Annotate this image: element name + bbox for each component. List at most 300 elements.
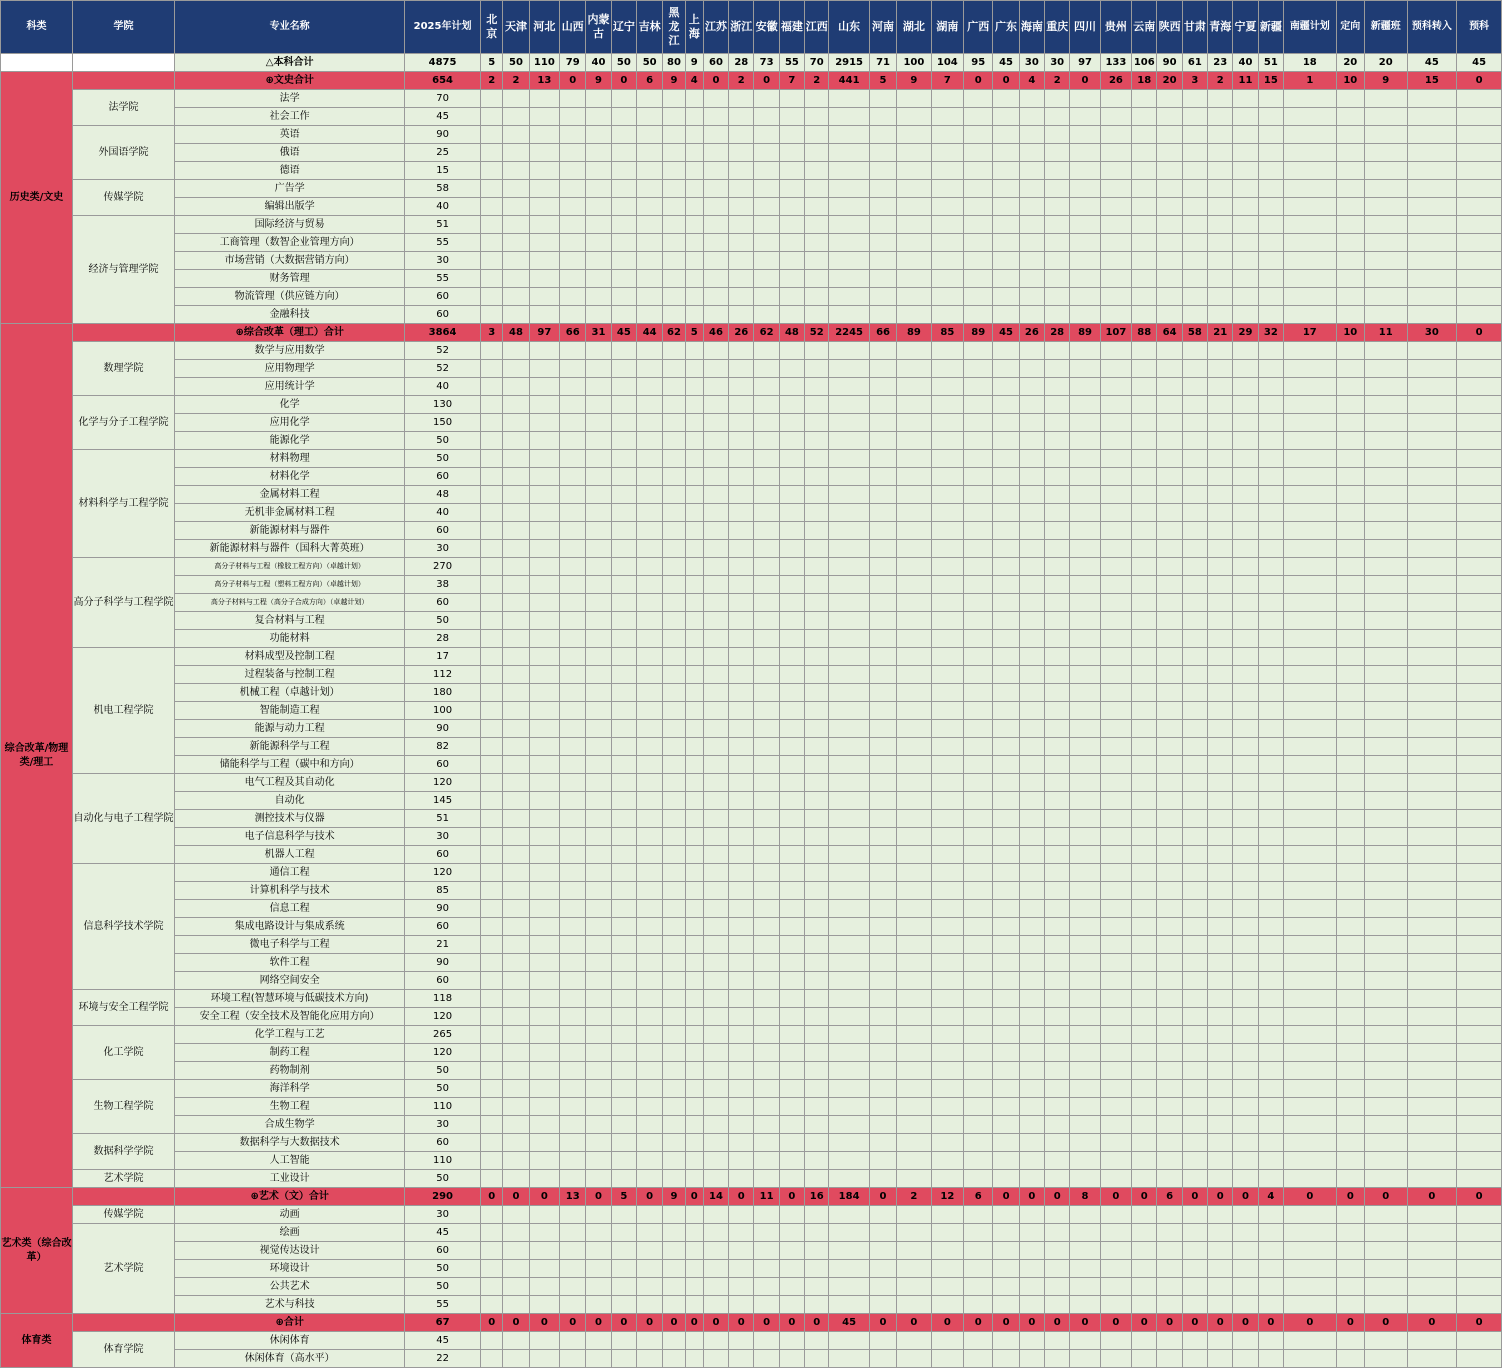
table-cell [1258,702,1283,720]
table-cell [897,1026,931,1044]
table-cell [503,1242,529,1260]
table-cell [1208,648,1233,666]
table-cell [779,1332,804,1350]
table-cell [1157,1242,1182,1260]
table-cell [779,486,804,504]
table-cell [1045,1170,1070,1188]
table-cell [1283,630,1336,648]
table-cell [931,288,963,306]
table-cell [1100,360,1131,378]
table-cell [897,216,931,234]
table-cell [1100,756,1131,774]
table-cell [869,612,896,630]
table-cell [964,630,993,648]
table-cell [1100,252,1131,270]
table-cell [1457,270,1502,288]
table-cell [636,162,662,180]
table-cell [1070,972,1100,990]
table-cell [754,342,779,360]
table-cell [1364,864,1407,882]
table-cell [1258,414,1283,432]
table-cell [931,864,963,882]
table-cell [993,1008,1019,1026]
table-cell [685,1242,703,1260]
table-cell [1070,1152,1100,1170]
table-cell [1457,432,1502,450]
table-cell [1157,486,1182,504]
table-cell [663,810,685,828]
table-cell [560,1026,586,1044]
major-name: 金融科技 [175,306,405,324]
table-cell [611,1224,636,1242]
table-cell [1100,90,1131,108]
table-cell [869,720,896,738]
table-cell [931,1296,963,1314]
table-cell [729,144,754,162]
table-cell [964,1170,993,1188]
table-cell [1070,954,1100,972]
table-cell [529,450,559,468]
table-cell [754,288,779,306]
table-cell [685,270,703,288]
table-cell [897,486,931,504]
table-cell [805,1350,829,1368]
table-cell [1364,468,1407,486]
table-cell [1364,1080,1407,1098]
table-cell [1407,936,1457,954]
table-cell [829,108,870,126]
header-cell: 天津 [503,1,529,54]
table-cell [729,378,754,396]
table-cell [729,972,754,990]
table-cell [586,702,611,720]
table-cell [503,810,529,828]
table-cell [779,1260,804,1278]
table-cell [829,1296,870,1314]
table-cell [897,1116,931,1134]
table-cell [663,396,685,414]
table-cell [636,90,662,108]
table-cell [1364,126,1407,144]
table-cell [1233,666,1258,684]
table-cell [1233,882,1258,900]
table-cell [1407,540,1457,558]
table-cell [611,1278,636,1296]
table-cell [1157,1260,1182,1278]
major-name: 应用化学 [175,414,405,432]
college-cell: 外国语学院 [72,126,174,180]
table-cell [779,216,804,234]
table-cell [685,936,703,954]
table-cell [869,522,896,540]
table-cell [636,612,662,630]
table-cell [685,900,703,918]
table-cell [805,1296,829,1314]
table-cell [754,576,779,594]
table-cell [1283,1242,1336,1260]
table-cell [685,774,703,792]
table-cell [636,180,662,198]
summary-cell: 48 [503,324,529,342]
table-cell [685,468,703,486]
table-cell [560,936,586,954]
summary-cell: 0 [503,1314,529,1332]
table-cell [1208,882,1233,900]
table-cell [685,360,703,378]
table-cell [1283,702,1336,720]
major-name: 金属材料工程 [175,486,405,504]
table-cell [1045,774,1070,792]
table-cell [897,1296,931,1314]
table-cell [586,396,611,414]
table-cell [1457,1206,1502,1224]
table-cell [754,252,779,270]
table-cell [1233,990,1258,1008]
table-cell [586,1242,611,1260]
header-cell: 新疆班 [1364,1,1407,54]
table-cell [1258,972,1283,990]
table-cell [611,612,636,630]
college-cell: 化学与分子工程学院 [72,396,174,450]
table-cell [993,540,1019,558]
table-cell [931,126,963,144]
table-cell [1407,684,1457,702]
table-cell [779,972,804,990]
table-cell [1019,774,1044,792]
table-cell [636,1260,662,1278]
table-cell [1132,774,1157,792]
table-cell [1208,1044,1233,1062]
table-cell [1100,882,1131,900]
table-cell [964,702,993,720]
major-name: 网络空间安全 [175,972,405,990]
table-cell [1070,918,1100,936]
table-cell [729,936,754,954]
table-cell [1182,864,1207,882]
table-cell [1457,504,1502,522]
table-cell [1132,828,1157,846]
table-cell [529,1332,559,1350]
table-cell [1157,738,1182,756]
table-cell [993,270,1019,288]
table-cell [703,270,728,288]
table-cell [993,576,1019,594]
major-name: 财务管理 [175,270,405,288]
table-cell [611,90,636,108]
summary-cell: 30 [1407,324,1457,342]
table-cell [529,738,559,756]
table-cell [729,1008,754,1026]
table-cell [560,1134,586,1152]
blank-cell [72,324,174,342]
table-cell [685,486,703,504]
table-cell [1019,432,1044,450]
table-cell [636,1116,662,1134]
table-cell [560,558,586,576]
table-cell [869,414,896,432]
table-cell [779,864,804,882]
table-cell [1045,1224,1070,1242]
table-cell [931,180,963,198]
summary-cell: 290 [405,1188,481,1206]
table-cell [1019,1170,1044,1188]
table-cell [897,612,931,630]
table-cell [481,306,503,324]
table-cell [754,90,779,108]
table-cell [829,198,870,216]
table-cell [663,1080,685,1098]
table-row [1,864,1502,882]
table-cell [586,738,611,756]
table-cell [1019,828,1044,846]
table-cell [1336,288,1364,306]
table-cell [1157,558,1182,576]
table-cell [964,612,993,630]
table-cell [529,882,559,900]
table-cell [663,612,685,630]
table-cell [1283,1026,1336,1044]
summary-cell: 6 [636,72,662,90]
table-cell [829,522,870,540]
table-cell [1070,1224,1100,1242]
table-cell [611,288,636,306]
major-name: 环境工程(智慧环境与低碳技术方向) [175,990,405,1008]
table-cell [993,180,1019,198]
table-cell [1070,252,1100,270]
table-cell [729,612,754,630]
table-cell [729,162,754,180]
table-cell [829,828,870,846]
header-cell: 云南 [1132,1,1157,54]
table-cell [1132,1332,1157,1350]
table-cell [897,1044,931,1062]
table-cell [1364,108,1407,126]
table-cell [611,648,636,666]
table-cell [1019,720,1044,738]
table-cell [663,1008,685,1026]
table-cell [1407,342,1457,360]
table-cell [729,1170,754,1188]
table-cell [964,180,993,198]
major-name: 集成电路设计与集成系统 [175,918,405,936]
table-cell [1233,1170,1258,1188]
table-cell [529,216,559,234]
table-cell [636,648,662,666]
table-cell [1457,1134,1502,1152]
table-cell [964,144,993,162]
table-cell [993,288,1019,306]
table-cell [636,1026,662,1044]
table-cell [1336,414,1364,432]
table-cell [829,648,870,666]
table-cell [1336,90,1364,108]
table-cell [703,522,728,540]
table-cell [931,972,963,990]
table-cell [1208,612,1233,630]
table-cell [964,882,993,900]
table-cell [685,144,703,162]
table-cell [663,738,685,756]
table-cell [964,846,993,864]
table-cell [1019,90,1044,108]
table-cell [703,486,728,504]
table-cell [1070,792,1100,810]
table-cell [560,900,586,918]
table-cell [1208,1152,1233,1170]
table-cell [1019,738,1044,756]
table-cell [931,396,963,414]
table-cell [1258,198,1283,216]
table-cell [805,1080,829,1098]
table-cell [1132,702,1157,720]
summary-cell: ⊕艺术（文）合计 [175,1188,405,1206]
table-cell [897,576,931,594]
table-cell [931,882,963,900]
table-cell [560,1296,586,1314]
table-cell [964,864,993,882]
table-cell [1182,612,1207,630]
table-cell [1070,540,1100,558]
table-cell [611,252,636,270]
table-cell [779,684,804,702]
table-cell [729,1134,754,1152]
table-cell [1157,342,1182,360]
table-cell [897,1224,931,1242]
table-cell [754,972,779,990]
table-cell [636,198,662,216]
table-cell [1182,216,1207,234]
table-cell [729,1026,754,1044]
table-cell [1336,1116,1364,1134]
plan-cell: 30 [405,828,481,846]
table-cell [611,792,636,810]
table-cell [1045,234,1070,252]
table-cell [611,900,636,918]
table-row [1,360,1502,378]
summary-cell: 17 [1283,324,1336,342]
table-cell [829,900,870,918]
table-cell [779,954,804,972]
table-cell [1457,1170,1502,1188]
table-cell [829,738,870,756]
table-cell [964,1098,993,1116]
summary-cell: 0 [1019,1188,1044,1206]
table-cell [1233,648,1258,666]
table-cell [754,990,779,1008]
table-cell [1283,306,1336,324]
summary-cell: 1 [1283,72,1336,90]
table-cell [931,720,963,738]
table-cell [1132,540,1157,558]
table-cell [1157,504,1182,522]
table-cell [611,1206,636,1224]
table-cell [1019,540,1044,558]
table-cell [1283,504,1336,522]
table-cell [1045,360,1070,378]
table-cell [829,1134,870,1152]
table-cell [529,252,559,270]
table-cell [729,594,754,612]
table-cell [586,846,611,864]
table-cell [1208,432,1233,450]
table-cell [1233,1152,1258,1170]
table-cell [931,594,963,612]
table-cell [1208,270,1233,288]
table-cell [779,630,804,648]
table-cell [993,198,1019,216]
table-cell [481,972,503,990]
table-cell [805,90,829,108]
table-cell [1364,90,1407,108]
table-cell [611,486,636,504]
table-cell [869,252,896,270]
table-cell [1019,126,1044,144]
table-cell [1283,900,1336,918]
table-cell [805,216,829,234]
table-row [1,846,1502,864]
table-cell [829,396,870,414]
table-cell [1336,144,1364,162]
table-row [1,522,1502,540]
table-cell [931,1044,963,1062]
table-cell [829,360,870,378]
table-cell [611,846,636,864]
table-cell [1132,630,1157,648]
table-cell [931,918,963,936]
table-cell [1364,270,1407,288]
table-cell [503,252,529,270]
table-cell [1208,594,1233,612]
summary-cell: 0 [1364,1314,1407,1332]
table-cell [1407,450,1457,468]
header-cell: 专业名称 [175,1,405,54]
table-cell [779,144,804,162]
table-row [1,774,1502,792]
table-cell [1182,522,1207,540]
plan-cell: 60 [405,756,481,774]
table-cell [1157,792,1182,810]
table-cell [1407,648,1457,666]
header-cell: 学院 [72,1,174,54]
table-cell [560,306,586,324]
total-cell: 40 [1233,54,1258,72]
table-cell [1100,306,1131,324]
table-cell [1283,684,1336,702]
table-cell [829,720,870,738]
table-row [1,972,1502,990]
table-cell [1182,1008,1207,1026]
table-row [1,630,1502,648]
table-row [1,306,1502,324]
table-cell [586,90,611,108]
table-cell [560,1224,586,1242]
table-cell [729,486,754,504]
table-cell [1364,1008,1407,1026]
major-name: 能源化学 [175,432,405,450]
table-cell [703,684,728,702]
table-cell [1070,828,1100,846]
table-cell [869,486,896,504]
table-cell [1070,702,1100,720]
table-cell [1019,1134,1044,1152]
table-cell [993,792,1019,810]
table-cell [1132,684,1157,702]
table-cell [964,270,993,288]
table-cell [1182,1332,1207,1350]
table-cell [685,378,703,396]
table-cell [779,666,804,684]
table-cell [1233,486,1258,504]
